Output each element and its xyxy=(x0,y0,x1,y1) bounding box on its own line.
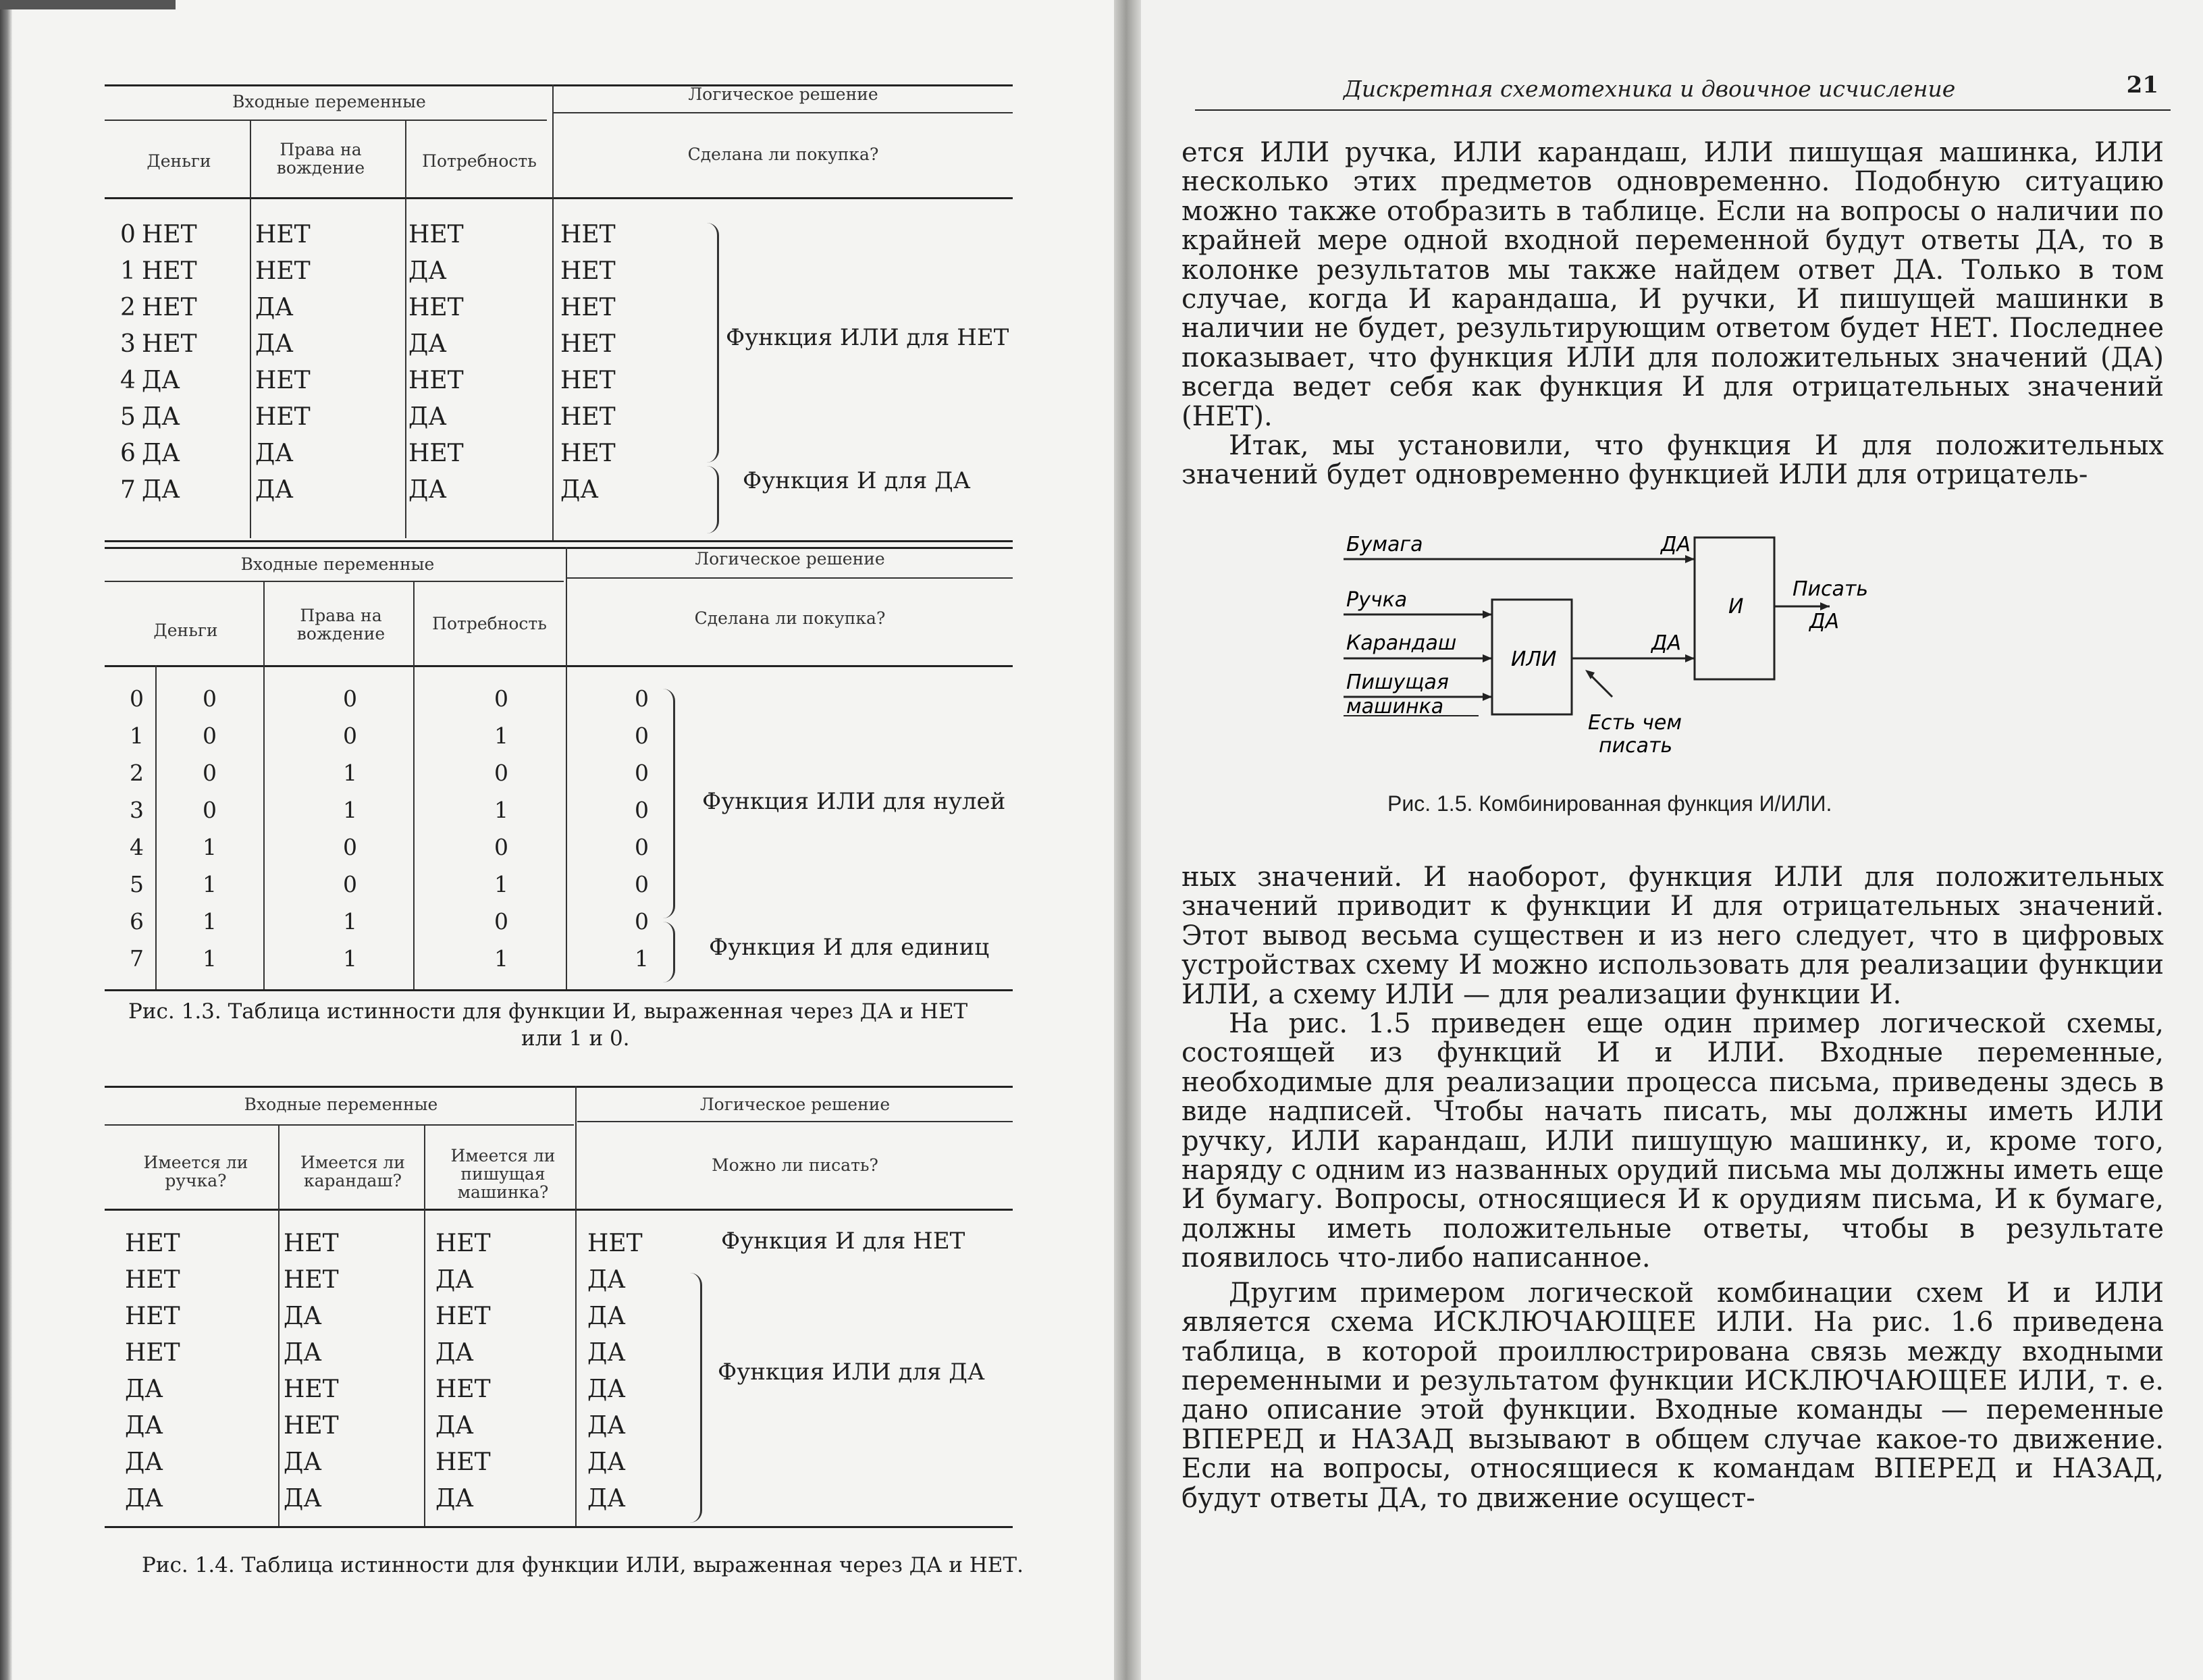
label-pencil: Карандаш xyxy=(1346,631,1457,655)
table-rule xyxy=(105,197,1013,199)
cell-money: 0 xyxy=(203,760,217,786)
cell-result: 0 xyxy=(635,760,649,786)
table-rule xyxy=(105,581,564,582)
cell-has-typewriter: НЕТ xyxy=(435,1230,491,1257)
cell-need: ДА xyxy=(408,403,447,431)
header-purchase: Сделана ли покупка? xyxy=(687,145,879,164)
table-divider xyxy=(263,581,265,989)
book-spine xyxy=(1114,0,1141,1680)
cell-need: НЕТ xyxy=(408,294,464,321)
brace xyxy=(702,466,719,533)
cell-license: ДА xyxy=(255,330,294,358)
figure-caption-continued: или 1 и 0. xyxy=(521,1026,630,1051)
cell-need: ДА xyxy=(408,330,447,358)
logic-diagram xyxy=(1344,520,2019,777)
cell-money: 0 xyxy=(203,797,217,823)
row-index: 7 xyxy=(130,945,144,972)
cell-has-typewriter: НЕТ xyxy=(435,1448,491,1476)
table-rule xyxy=(105,1086,1013,1088)
cell-license: НЕТ xyxy=(255,403,311,431)
cell-license: НЕТ xyxy=(255,367,311,394)
label-typewriter-2: машинка xyxy=(1346,695,1444,718)
cell-has-pencil: НЕТ xyxy=(284,1266,339,1294)
cell-money: НЕТ xyxy=(142,221,197,248)
header-license: Права на вождение xyxy=(276,140,365,178)
cell-money: НЕТ xyxy=(142,294,197,321)
page-number: 21 xyxy=(2126,72,2158,99)
cell-has-pencil: НЕТ xyxy=(284,1375,339,1403)
cell-has-pen: НЕТ xyxy=(125,1339,180,1367)
paragraph: Итак, мы установили, что функция И для положительных значений будет одновременно функцией ИЛИ для отрицатель- xyxy=(1182,430,2164,491)
header-money: Деньги xyxy=(153,621,218,640)
cell-license: ДА xyxy=(255,294,294,321)
row-index: 5 xyxy=(120,403,136,431)
table-divider xyxy=(278,1124,280,1526)
label-or-function: Функция ИЛИ для НЕТ xyxy=(726,324,1009,351)
cell-has-typewriter: НЕТ xyxy=(435,1375,491,1403)
header-need: Потребность xyxy=(422,151,537,171)
cell-need: НЕТ xyxy=(408,221,464,248)
header-has-typewriter: Имеется ли пишущая машинка? xyxy=(450,1146,556,1202)
row-index: 2 xyxy=(130,760,144,786)
header-license: Права на вождение xyxy=(296,606,386,644)
cell-has-pen: НЕТ xyxy=(125,1266,180,1294)
or-gate-label: ИЛИ xyxy=(1511,648,1557,671)
cell-license: 0 xyxy=(343,723,357,749)
cell-result: НЕТ xyxy=(560,403,616,431)
header-can-write: Можно ли писать? xyxy=(712,1155,878,1175)
table-rule xyxy=(105,120,547,121)
cell-money: ДА xyxy=(142,403,180,431)
table-rule xyxy=(105,540,1013,542)
cell-money: ДА xyxy=(142,367,180,394)
cell-can-write: ДА xyxy=(587,1485,626,1513)
cell-result: НЕТ xyxy=(560,221,616,248)
cell-money: 0 xyxy=(203,723,217,749)
row-index: 1 xyxy=(130,723,144,749)
row-index: 5 xyxy=(130,871,144,897)
table-rule xyxy=(105,989,1013,991)
paragraph: Другим примером логической комбинации схем И и ИЛИ является схема ИСКЛЮЧАЮЩЕЕ ИЛИ. На рис. 1.6 приведена таблица, в которой проиллюстрирована связь между входными переменными и результатом функции ИСКЛЮЧАЮЩЕЕ ИЛИ, т. е. дано описание этой функции. Входные команды — переменные ВПЕРЕД и НАЗАД вызывают в общем случае какое-то движение. Если на вопросы, относящиеся к командам ВПЕРЕД и НАЗАД, будут ответы ДА, то движение осущест- xyxy=(1182,1277,2164,1514)
cell-has-typewriter: НЕТ xyxy=(435,1303,491,1330)
brace xyxy=(702,223,719,463)
label-or-function: Функция ИЛИ для ДА xyxy=(718,1359,985,1386)
header-has-pencil: Имеется ли карандаш? xyxy=(300,1153,405,1190)
cell-has-pen: ДА xyxy=(125,1485,163,1513)
row-index: 2 xyxy=(120,294,136,321)
label-yes: ДА xyxy=(1661,533,1691,556)
cell-result: НЕТ xyxy=(560,294,616,321)
row-index: 7 xyxy=(120,476,136,504)
cell-result: 1 xyxy=(635,945,649,972)
label-and-function: Функция И для ДА xyxy=(743,467,971,494)
cell-money: ДА xyxy=(142,440,180,467)
header-inputs: Входные переменные xyxy=(240,554,435,574)
cell-need: НЕТ xyxy=(408,367,464,394)
cell-need: ДА xyxy=(408,257,447,285)
paragraph: ется ИЛИ ручка, ИЛИ карандаш, ИЛИ пишущая машинка, ИЛИ несколько этих предметов одновременно. Подобную ситуацию можно также отобразить в таблице. Если на вопросы о наличии по крайней мере одной входной переменной будут ответы ДА, то в колонке результатов мы также найдем ответ ДА. Только в том случае, когда И карандаша, И ручки, И пишущей машинки в наличии не будет, результирующим ответом будет НЕТ. Последнее показывает, что функция ИЛИ для положительных значений (ДА) всегда ведет себя как функция И для отрицательных значений (НЕТ). xyxy=(1182,137,2164,432)
header-logic: Логическое решение xyxy=(699,1095,891,1114)
label-typewriter: Пишущая xyxy=(1346,671,1449,694)
cell-license: 0 xyxy=(343,871,357,897)
cell-can-write: ДА xyxy=(587,1448,626,1476)
cell-has-pencil: НЕТ xyxy=(284,1412,339,1440)
cell-can-write: ДА xyxy=(587,1375,626,1403)
cell-has-pencil: ДА xyxy=(284,1303,322,1330)
row-index: 4 xyxy=(130,834,144,860)
table-rule xyxy=(554,112,1013,113)
cell-has-typewriter: ДА xyxy=(435,1266,474,1294)
cell-can-write: ДА xyxy=(587,1266,626,1294)
cell-can-write: ДА xyxy=(587,1303,626,1330)
label-and-function: Функция И для НЕТ xyxy=(721,1228,965,1255)
header-purchase: Сделана ли покупка? xyxy=(694,608,886,628)
cell-result: НЕТ xyxy=(560,440,616,467)
cell-has-pen: ДА xyxy=(125,1375,163,1403)
figure-caption: Рис. 1.4. Таблица истинности для функции ИЛИ, выраженная через ДА и НЕТ. xyxy=(142,1553,1024,1577)
cell-result: НЕТ xyxy=(560,257,616,285)
brace xyxy=(658,689,675,918)
figure-caption: Рис. 1.5. Комбинированная функция И/ИЛИ. xyxy=(1387,791,1832,816)
label-yes: ДА xyxy=(1651,631,1681,655)
cell-money: НЕТ xyxy=(142,257,197,285)
header-inputs: Входные переменные xyxy=(244,1095,438,1114)
cell-license: 0 xyxy=(343,685,357,712)
cell-need: 1 xyxy=(494,945,508,972)
table-rule xyxy=(105,1526,1013,1528)
figure-caption: Рис. 1.3. Таблица истинности для функции И, выраженная через ДА и НЕТ xyxy=(128,999,968,1024)
note-label: Есть чем xyxy=(1588,711,1682,735)
cell-result: 0 xyxy=(635,908,649,935)
cell-license: ДА xyxy=(255,440,294,467)
cell-result: 0 xyxy=(635,797,649,823)
table-divider xyxy=(413,581,415,989)
brace xyxy=(685,1273,702,1523)
table-rule xyxy=(105,665,1013,667)
right-page xyxy=(1141,0,2203,1680)
page-shadow xyxy=(0,0,12,1680)
row-index: 3 xyxy=(120,330,136,358)
table-rule xyxy=(105,1209,1013,1211)
label-and-function: Функция И для единиц xyxy=(709,934,990,961)
header-need: Потребность xyxy=(432,614,547,633)
header-logic: Логическое решение xyxy=(688,84,878,104)
scan-artifact xyxy=(0,0,176,9)
cell-has-pen: НЕТ xyxy=(125,1230,180,1257)
cell-license: НЕТ xyxy=(255,221,311,248)
label-yes: ДА xyxy=(1809,610,1839,633)
cell-money: НЕТ xyxy=(142,330,197,358)
header-inputs: Входные переменные xyxy=(232,92,426,111)
row-index: 6 xyxy=(120,440,136,467)
label-or-function: Функция ИЛИ для нулей xyxy=(702,788,1006,815)
header-has-pen: Имеется ли ручка? xyxy=(143,1153,248,1190)
row-index: 3 xyxy=(130,797,144,823)
cell-license: 1 xyxy=(343,945,357,972)
cell-has-pencil: ДА xyxy=(284,1339,322,1367)
cell-has-typewriter: ДА xyxy=(435,1339,474,1367)
cell-result: 0 xyxy=(635,723,649,749)
cell-need: НЕТ xyxy=(408,440,464,467)
cell-need: 1 xyxy=(494,723,508,749)
note-label-2: писать xyxy=(1599,734,1673,758)
row-index: 0 xyxy=(120,221,136,248)
table-divider xyxy=(575,1086,577,1526)
cell-need: 0 xyxy=(494,760,508,786)
and-gate-label: И xyxy=(1728,595,1744,619)
header-money: Деньги xyxy=(147,151,211,171)
cell-result: НЕТ xyxy=(560,330,616,358)
cell-money: 1 xyxy=(203,945,217,972)
label-write: Писать xyxy=(1793,577,1869,601)
cell-money: ДА xyxy=(142,476,180,504)
cell-has-pen: НЕТ xyxy=(125,1303,180,1330)
header-logic: Логическое решение xyxy=(695,549,885,569)
running-head: Дискретная схемотехника и двоичное исчисление xyxy=(1344,76,1956,102)
row-index: 0 xyxy=(130,685,144,712)
cell-license: НЕТ xyxy=(255,257,311,285)
cell-money: 1 xyxy=(203,908,217,935)
row-index: 1 xyxy=(120,257,136,285)
cell-need: 0 xyxy=(494,685,508,712)
cell-need: 0 xyxy=(494,908,508,935)
header-rule xyxy=(1195,109,2171,111)
cell-result: 0 xyxy=(635,685,649,712)
cell-license: 1 xyxy=(343,908,357,935)
brace xyxy=(658,922,675,982)
cell-money: 0 xyxy=(203,685,217,712)
cell-can-write: НЕТ xyxy=(587,1230,643,1257)
paragraph: ных значений. И наоборот, функция ИЛИ для положительных значений приводит к функции И для отрицательных значений. Этот вывод весьма существен и из него следует, что в цифровых устройствах схему И можно использовать для реализации функции ИЛИ, а схему ИЛИ — для реализации функции И. xyxy=(1182,862,2164,1010)
table-divider xyxy=(250,120,251,538)
cell-need: 1 xyxy=(494,871,508,897)
label-paper: Бумага xyxy=(1346,533,1423,556)
row-index: 4 xyxy=(120,367,136,394)
cell-license: ДА xyxy=(255,476,294,504)
cell-result: НЕТ xyxy=(560,367,616,394)
cell-has-pencil: ДА xyxy=(284,1448,322,1476)
cell-money: 1 xyxy=(203,834,217,860)
cell-result: 0 xyxy=(635,871,649,897)
cell-need: 1 xyxy=(494,797,508,823)
row-index: 6 xyxy=(130,908,144,935)
table-rule xyxy=(577,1121,1013,1122)
cell-need: ДА xyxy=(408,476,447,504)
body-text-top xyxy=(1182,138,2164,490)
cell-license: 1 xyxy=(343,797,357,823)
label-pen: Ручка xyxy=(1346,588,1408,612)
cell-has-pen: ДА xyxy=(125,1412,163,1440)
cell-license: 1 xyxy=(343,760,357,786)
cell-has-pen: ДА xyxy=(125,1448,163,1476)
cell-has-pencil: НЕТ xyxy=(284,1230,339,1257)
cell-result: 0 xyxy=(635,834,649,860)
cell-has-pencil: ДА xyxy=(284,1485,322,1513)
cell-has-typewriter: ДА xyxy=(435,1485,474,1513)
cell-result: ДА xyxy=(560,476,599,504)
cell-has-typewriter: ДА xyxy=(435,1412,474,1440)
table-divider xyxy=(424,1124,425,1526)
table-rule xyxy=(567,577,1013,579)
cell-license: 0 xyxy=(343,834,357,860)
table-divider xyxy=(405,120,406,538)
cell-can-write: ДА xyxy=(587,1339,626,1367)
body-text-bottom xyxy=(1182,863,2164,1513)
table-divider xyxy=(155,665,157,989)
cell-money: 1 xyxy=(203,871,217,897)
cell-need: 0 xyxy=(494,834,508,860)
cell-can-write: ДА xyxy=(587,1412,626,1440)
paragraph: На рис. 1.5 приведен еще один пример логической схемы, состоящей из функций И и ИЛИ. Входные переменные, необходимые для реализации процесса письма, приведены здесь в виде надписей. Чтобы начать писать, мы должны иметь ИЛИ ручку, ИЛИ карандаш, ИЛИ пишущую машинку, и, кроме того, наряду с одним из названных орудий письма мы должны иметь еще И бумагу. Вопросы, относящиеся И к орудиям письма, И к бумаге, должны иметь положительные ответы, чтобы в результате появилось что-либо написанное. xyxy=(1182,1008,2164,1274)
table-rule xyxy=(105,1124,574,1126)
